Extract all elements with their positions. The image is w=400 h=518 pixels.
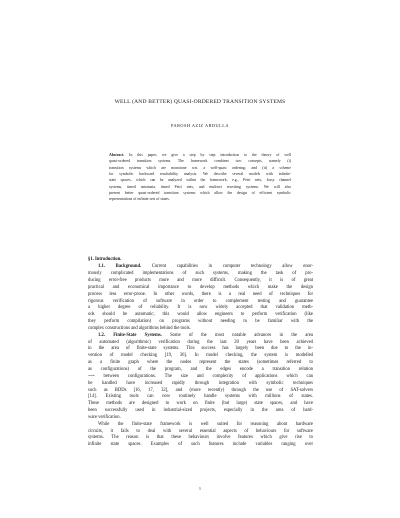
subsection-heading: 1.2. Finite-State Systems.	[98, 332, 162, 338]
abstract-line: state spaces, which can be analyzed within the framework, e.g., Petri nets, lossy channel	[109, 178, 291, 183]
abstract-line: representations of infinite sets of states.	[109, 197, 170, 202]
paragraph-line: as a finite graph where the nodes represent the states (sometimes referred to	[88, 360, 313, 366]
abstract-line: transition systems which are monotone wrt. a well-quasi ordering; and (ii) a scheme	[109, 165, 291, 170]
paragraph-line: infinite state spaces. Examples of such features include variables ranging over	[88, 442, 313, 448]
paragraph-line: been successfully used in industrial-sized projects, especially in the area of hard-	[88, 408, 313, 414]
abstract-line: Abstract. In this paper, we give a step by step introduction to the theory of well	[109, 153, 291, 157]
paragraph-line: ⟶ between configurations. The size and complexity of applications which can	[88, 373, 313, 379]
abstract-line: quasi-ordered transition systems. The framework combines two concepts, namely (i)	[109, 159, 291, 164]
paragraph-line: mously complicated implementations of such systems, making the task of pro-	[88, 271, 313, 277]
paragraph-line: These methods are designed to work on finite (but large) state spaces, and have	[88, 401, 313, 407]
abstract-line: systems, timed automata, timed Petri nets, and multiset rewriting systems. We will also	[109, 184, 291, 189]
paragraph-line: of automated (algorithmic) verification during the last 20 years have been achieved	[88, 339, 313, 345]
paragraph-line: [14]. Existing tools can now routinely handle systems with millions of states.	[88, 394, 313, 400]
paragraph-line: process less error-prone. In other words, there is a real need of techniques for	[88, 291, 313, 297]
paragraph-line: such as BDDs [16, 17, 32], and (more recently) through the use of SAT-solvers	[88, 387, 313, 393]
section-heading: §1. Introduction.	[88, 257, 122, 262]
paragraph-line: 1.2. Finite-State Systems. Some of the most notable advances in the area	[98, 332, 313, 338]
paragraph-line: ware verification.	[88, 414, 121, 420]
paragraph-line: While the finite-state framework is well suited for reasoning about hardware	[98, 421, 313, 427]
paragraph-line: circuits, it fails to deal with several essential aspects of behaviours for software	[88, 428, 313, 434]
paragraph-line: 1.1. Background. Current capabilities in computer technology allow enor-	[98, 264, 313, 270]
paragraph-line: a higher degree of reliability. It is now widely accepted that validation meth-	[88, 305, 313, 311]
page-number: 1	[198, 486, 202, 491]
paragraph-line: as configurations) of the program, and the edges encode a transition relation	[88, 367, 313, 372]
paragraph-line: ducing error-free products more and more difficult. Consequently, it is of great	[88, 278, 313, 284]
abstract	[109, 152, 291, 203]
paragraph-line: rigorous verification of software in order to complement testing and guarantee	[88, 298, 313, 304]
abstract-line: present better quasi-ordered transition systems which allow the design of efficient symbolic	[109, 191, 291, 196]
paragraph-line: complex constructions and algorithms behind the tools.	[88, 325, 191, 331]
body-text	[88, 257, 313, 449]
paragraph-line: practical and economical importance to develop methods which make the design	[88, 284, 313, 290]
paragraph-line: systems. The reason is that these behaviours involve features which give rise to	[88, 435, 313, 441]
paragraph-line: they perform compilation) on programs without needing to be familiar with the	[88, 319, 313, 325]
paragraph-line: be handled have increased rapidly through integration with symbolic techniques	[88, 380, 313, 386]
abstract-label: Abstract.	[109, 153, 125, 157]
paragraph-line: ods should be automatic; this would allow engineers to perform verification (like	[88, 312, 313, 318]
paragraph-line: in the area of finite-state systems. This success has largely been due to the in-	[88, 346, 313, 352]
paragraph-line: vention of model checking [19, 36]. In model checking, the system is modelled	[88, 353, 313, 359]
paper-title: WELL (AND BETTER) QUASI-ORDERED TRANSITION SYSTEMS	[114, 99, 286, 105]
abstract-line: for symbolic backward reachability analysis. We describe several models with infinite-	[109, 172, 291, 177]
subsection-heading: 1.1. Background.	[98, 264, 142, 270]
author-name: PAROSH AZIZ ABDULLA	[170, 123, 230, 128]
